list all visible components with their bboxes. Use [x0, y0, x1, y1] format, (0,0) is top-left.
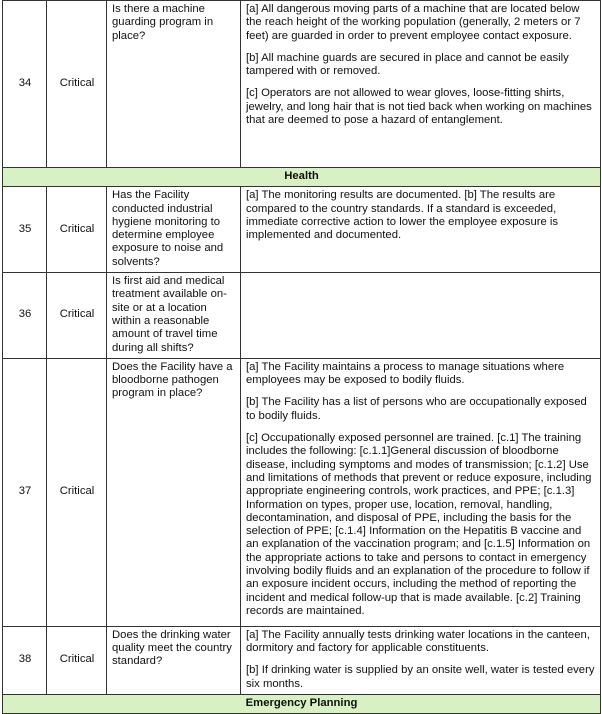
item-number: 38: [3, 626, 47, 694]
requirement-paragraph: [a] All dangerous moving parts of a machine that are located below the reach height of the working population (generally, 2 meters or 7 feet) are guarded in order to prevent employee contact exposure.: [246, 3, 581, 42]
item-number: 37: [3, 358, 47, 626]
requirements-cell: [241, 358, 601, 626]
item-number: 35: [3, 187, 47, 273]
item-number: 36: [3, 273, 47, 359]
requirement-paragraph: [c] Operators are not allowed to wear gloves, loose-fitting shirts, jewelry, and long hair that is not tied back when working on machines that are deemed to pose a hazard of entanglement.: [246, 87, 592, 127]
requirements-cell: [241, 1, 601, 168]
section-title: Emergency Planning: [3, 695, 601, 714]
section-header-health: [3, 168, 601, 187]
requirement-paragraph: [b] The Facility has a list of persons who are occupationally exposed to bodily fluids.: [246, 396, 587, 422]
question-text: Is there a machine guarding program in place?: [107, 1, 241, 168]
checklist-row-35: [3, 187, 601, 273]
severity-label: Critical: [47, 1, 107, 168]
question-text: Does the drinking water quality meet the country standard?: [107, 626, 241, 694]
severity-label: Critical: [47, 187, 107, 273]
requirements-cell: [241, 273, 601, 359]
severity-label: Critical: [47, 626, 107, 694]
section-header-emergency-planning: [3, 695, 601, 714]
requirement-paragraph: [b] All machine guards are secured in place and cannot be easily tampered with or removed.: [246, 51, 569, 78]
question-text: Is first aid and medical treatment available on-site or at a location within a reasonable amount of travel time during all shifts?: [107, 273, 241, 359]
requirement-paragraph: [a] The Facility annually tests drinking water locations in the canteen, dormitory and factory for applicable constituents.: [246, 628, 590, 655]
checklist-row-34: [3, 1, 601, 168]
audit-checklist-table: [2, 0, 601, 714]
section-title: Health: [3, 168, 601, 187]
item-number: 34: [3, 1, 47, 168]
requirement-paragraph: [a] The monitoring results are documented. [b] The results are compared to the country standards. If a standard is exceeded, immediate corrective action to lower the employee exposure is implemented and documented.: [246, 189, 559, 242]
question-text: Does the Facility have a bloodborne pathogen program in place?: [107, 358, 241, 626]
checklist-row-36: [3, 273, 601, 359]
checklist-row-38: [3, 626, 601, 694]
requirements-cell: [241, 187, 601, 273]
requirement-paragraph: [b] If drinking water is supplied by an onsite well, water is tested every six months.: [246, 664, 595, 690]
requirement-paragraph: [c] Occupationally exposed personnel are trained. [c.1] The training includes the following: [c.1.1]General discussion of bloodborne disease, including symptoms and modes of transmission; [c.1.2] Use and limitations of methods that prevent or reduce exposure, including appropriate engineering controls, work practices, and PPE; [c.1.3] Information on types, proper use, location, removal, handling, decontamination, and disposal of PPE, including the basis for the selection of PPE; [c.1.4] Information on the Hepatitis B vaccine and an explanation of the vaccination program; and [c.1.5] Information on the appropriate actions to take and persons to contact in emergency involving bodily fluids and an explanation of the procedure to follow if an exposure incident occurs, including the method of reporting the incident and medical follow-up that is made available. [c.2] Training records are maintained.: [246, 432, 592, 617]
checklist-row-37: [3, 358, 601, 626]
requirement-paragraph: [a] The Facility maintains a process to manage situations where employees may be exposed to bodily fluids.: [246, 360, 565, 387]
severity-label: Critical: [47, 273, 107, 359]
severity-label: Critical: [47, 358, 107, 626]
requirements-cell: [241, 626, 601, 694]
question-text: Has the Facility conducted industrial hygiene monitoring to determine employee exposure to noise and solvents?: [107, 187, 241, 273]
